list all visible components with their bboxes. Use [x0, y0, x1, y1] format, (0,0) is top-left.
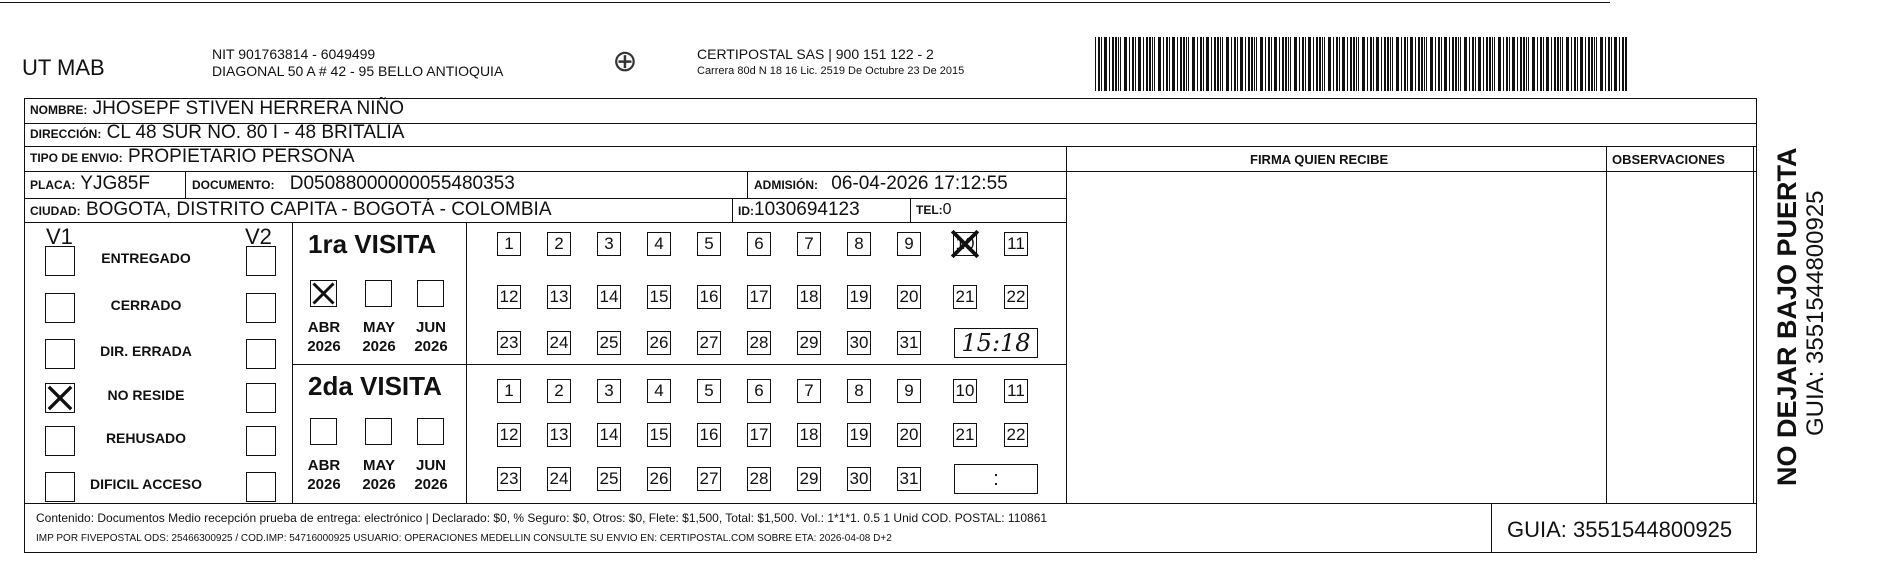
- day-box[interactable]: 9: [897, 379, 921, 403]
- month-checkbox[interactable]: [365, 280, 392, 307]
- time-box[interactable]: 15:18: [954, 328, 1038, 358]
- side-warning: NO DEJAR BAJO PUERTA: [1772, 147, 1802, 486]
- first-visit-title: 1ra VISITA: [308, 229, 437, 259]
- row-line: [24, 222, 1066, 223]
- ciudad-row: [30, 199, 552, 221]
- x-mark-icon: [949, 228, 981, 260]
- day-box[interactable]: 26: [647, 467, 671, 491]
- row-line: [292, 364, 1066, 365]
- day-box[interactable]: 4: [647, 232, 671, 256]
- day-box[interactable]: 25: [597, 331, 621, 355]
- ciudad-label: CIUDAD:: [30, 204, 81, 218]
- day-box[interactable]: 19: [847, 423, 871, 447]
- day-box[interactable]: 8: [847, 232, 871, 256]
- month-label: JUN 2026: [414, 319, 448, 355]
- direccion-value: CL 48 SUR NO. 80 I - 48 BRITALIA: [106, 122, 405, 143]
- col-line: [1066, 146, 1067, 503]
- day-box[interactable]: 22: [1004, 423, 1028, 447]
- day-box[interactable]: 7: [797, 379, 821, 403]
- sender-address: DIAGONAL 50 A # 42 - 95 BELLO ANTIOQUIA: [212, 63, 504, 79]
- day-box[interactable]: 16: [697, 423, 721, 447]
- month-checkbox[interactable]: [310, 418, 337, 445]
- certipostal-logo-icon: ⊕: [612, 45, 638, 78]
- col-line: [747, 171, 748, 198]
- col-line: [292, 222, 293, 503]
- status-label: ENTREGADO: [101, 250, 191, 266]
- day-box[interactable]: 30: [847, 331, 871, 355]
- day-box[interactable]: 25: [597, 467, 621, 491]
- direccion-row: [30, 122, 404, 144]
- barcode: [1095, 37, 1628, 91]
- day-box[interactable]: 19: [847, 285, 871, 309]
- day-box[interactable]: 21: [953, 285, 977, 309]
- footer-contenido: Contenido: Documentos Medio recepción prueba de entrega: electrónico | Declarado: $0, % Seguro: $0, Otros: $0, Flete: $1,500, Total: $1,500. Vol.: 1*1*1. 0.5 1 Unid COD. POSTAL: 110861: [36, 511, 1048, 525]
- day-box[interactable]: 31: [897, 467, 921, 491]
- day-box[interactable]: 24: [547, 331, 571, 355]
- month-label: ABR 2026: [307, 319, 341, 355]
- admision-row: [754, 173, 1008, 195]
- day-box[interactable]: 1: [497, 379, 521, 403]
- v1-label: V1: [46, 224, 73, 249]
- day-box[interactable]: 24: [547, 467, 571, 491]
- day-box[interactable]: 14: [597, 285, 621, 309]
- second-visit-title: 2da VISITA: [308, 371, 442, 401]
- day-box[interactable]: 12: [497, 285, 521, 309]
- nombre-row: [30, 98, 404, 120]
- admision-label: ADMISIÓN:: [754, 178, 818, 192]
- row-line: [1066, 171, 1755, 172]
- day-box[interactable]: 26: [647, 331, 671, 355]
- tipo-label: TIPO DE ENVIO:: [30, 151, 123, 165]
- day-box[interactable]: 20: [897, 285, 921, 309]
- sender-info: [212, 46, 503, 80]
- month-label: MAY 2026: [362, 457, 396, 493]
- day-box[interactable]: 17: [747, 423, 771, 447]
- day-box[interactable]: 29: [797, 467, 821, 491]
- month-checkbox[interactable]: [417, 418, 444, 445]
- documento-value: D05088000000055480353: [289, 173, 515, 194]
- day-box[interactable]: 8: [847, 379, 871, 403]
- tipo-row: [30, 146, 355, 168]
- x-mark-icon: [311, 281, 336, 306]
- day-box[interactable]: 31: [897, 331, 921, 355]
- day-box[interactable]: 13: [547, 423, 571, 447]
- col-line: [185, 171, 186, 198]
- month-checkbox[interactable]: [417, 280, 444, 307]
- direccion-label: DIRECCIÓN:: [30, 127, 102, 141]
- day-box[interactable]: 14: [597, 423, 621, 447]
- col-line: [732, 198, 733, 222]
- day-box[interactable]: 15: [647, 423, 671, 447]
- month-label: ABR 2026: [307, 457, 341, 493]
- month-label: MAY 2026: [362, 319, 396, 355]
- top-border: [0, 2, 1610, 3]
- id-value: 1030694123: [754, 199, 860, 220]
- day-box[interactable]: 11: [1004, 232, 1028, 256]
- placa-value: YJG85F: [80, 173, 150, 194]
- day-box[interactable]: 17: [747, 285, 771, 309]
- documento-label: DOCUMENTO:: [192, 178, 275, 192]
- day-box[interactable]: 7: [797, 232, 821, 256]
- day-box[interactable]: 5: [697, 379, 721, 403]
- time-box[interactable]: :: [954, 464, 1038, 494]
- day-box[interactable]: 13: [547, 285, 571, 309]
- day-box[interactable]: 28: [747, 467, 771, 491]
- day-box[interactable]: 18: [797, 423, 821, 447]
- day-box[interactable]: 22: [1004, 285, 1028, 309]
- footer-imp: IMP POR FIVEPOSTAL ODS: 25466300925 / COD.IMP: 54716000925 USUARIO: OPERACIONES MEDELLIN CONSULTE SU ENVIO EN: CERTIPOSTAL.COM SOBRE ETA: 2026-04-08 D+2: [36, 533, 892, 544]
- day-box[interactable]: 29: [797, 331, 821, 355]
- day-box[interactable]: 12: [497, 423, 521, 447]
- day-box[interactable]: 27: [697, 331, 721, 355]
- observaciones-label: OBSERVACIONES: [1612, 152, 1725, 167]
- day-box[interactable]: 2: [547, 379, 571, 403]
- col-line: [1606, 146, 1607, 503]
- day-box[interactable]: 18: [797, 285, 821, 309]
- nombre-value: JHOSEPF STIVEN HERRERA NIÑO: [92, 98, 405, 119]
- id-row: [738, 199, 860, 221]
- month-checkbox[interactable]: [365, 418, 392, 445]
- day-box[interactable]: 11: [1004, 379, 1028, 403]
- x-mark-icon: [949, 228, 981, 260]
- admision-value: 06-04-2026 17:12:55: [831, 173, 1008, 194]
- tel-row: [916, 201, 952, 219]
- day-box[interactable]: 10: [953, 379, 977, 403]
- month-label: JUN 2026: [414, 457, 448, 493]
- v2-label: V2: [245, 224, 272, 249]
- nombre-label: NOMBRE:: [30, 103, 88, 117]
- day-box[interactable]: 6: [747, 232, 771, 256]
- day-box[interactable]: 23: [497, 331, 521, 355]
- day-box[interactable]: 1: [497, 232, 521, 256]
- day-box[interactable]: 27: [697, 467, 721, 491]
- day-box[interactable]: 5: [697, 232, 721, 256]
- status-label: NO RESIDE: [107, 387, 185, 403]
- carrier-info: [697, 46, 964, 80]
- tipo-value: PROPIETARIO PERSONA: [127, 146, 355, 167]
- day-box[interactable]: 3: [597, 232, 621, 256]
- side-guia: GUIA: 3551544800925: [1802, 190, 1829, 436]
- day-box[interactable]: 15: [647, 285, 671, 309]
- id-label: ID:: [738, 204, 754, 218]
- status-label: REHUSADO: [105, 430, 187, 446]
- nit-line: NIT 901763814 - 6049499: [212, 46, 376, 62]
- ciudad-value: BOGOTA, DISTRITO CAPITA - BOGOTÁ - COLOMBIA: [85, 199, 552, 220]
- placa-row: [30, 173, 150, 195]
- day-box[interactable]: 28: [747, 331, 771, 355]
- status-label: DIR. ERRADA: [100, 343, 192, 359]
- day-box[interactable]: 16: [697, 285, 721, 309]
- documento-row: [192, 173, 515, 195]
- row-line: [24, 503, 1757, 504]
- carrier-line: CERTIPOSTAL SAS | 900 151 122 - 2: [697, 46, 934, 62]
- day-box[interactable]: 10: [953, 232, 977, 256]
- placa-label: PLACA:: [30, 178, 76, 192]
- day-box[interactable]: 6: [747, 379, 771, 403]
- day-box[interactable]: 2: [547, 232, 571, 256]
- tel-value: 0: [942, 201, 952, 218]
- status-label: CERRADO: [110, 297, 182, 313]
- day-box[interactable]: 20: [897, 423, 921, 447]
- day-box[interactable]: 21: [953, 423, 977, 447]
- day-box[interactable]: 9: [897, 232, 921, 256]
- company-name: UT MAB: [22, 55, 105, 80]
- status-label: DIFICIL ACCESO: [89, 476, 202, 492]
- firma-label: FIRMA QUIEN RECIBE: [1250, 152, 1389, 167]
- day-box[interactable]: 23: [497, 467, 521, 491]
- col-line: [910, 198, 911, 222]
- day-box[interactable]: 30: [847, 467, 871, 491]
- license-line: Carrera 80d N 18 16 Lic. 2519 De Octubre 23 De 2015: [697, 65, 965, 77]
- col-line: [1491, 503, 1492, 553]
- footer-guia: GUIA: 3551544800925: [1507, 517, 1733, 542]
- day-box[interactable]: 4: [647, 379, 671, 403]
- col-line: [466, 222, 467, 503]
- month-checkbox[interactable]: [310, 280, 337, 307]
- day-box[interactable]: 3: [597, 379, 621, 403]
- col-line: [1753, 146, 1754, 503]
- tel-label: TEL:: [916, 203, 943, 217]
